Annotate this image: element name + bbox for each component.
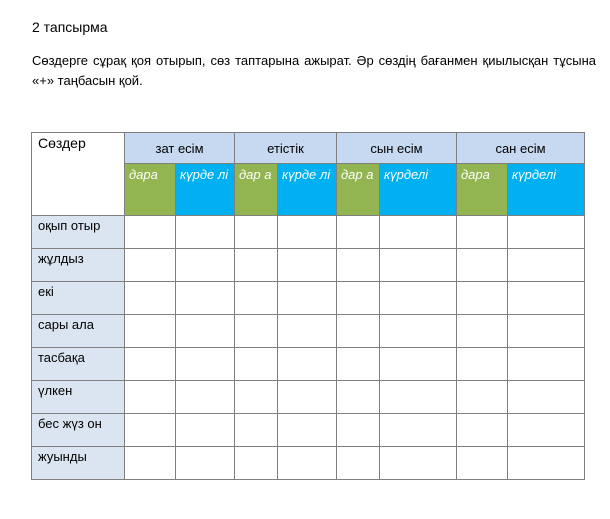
answer-cell[interactable] (508, 249, 585, 282)
answer-cell[interactable] (176, 381, 235, 414)
answer-cell[interactable] (380, 414, 457, 447)
answer-cell[interactable] (176, 216, 235, 249)
answer-cell[interactable] (508, 282, 585, 315)
answer-cell[interactable] (508, 447, 585, 480)
answer-cell[interactable] (235, 249, 278, 282)
answer-cell[interactable] (337, 348, 380, 381)
noun-simple: дара (125, 164, 176, 216)
answer-cell[interactable] (235, 447, 278, 480)
answer-cell[interactable] (508, 348, 585, 381)
answer-cell[interactable] (380, 348, 457, 381)
answer-cell[interactable] (380, 249, 457, 282)
adjective-simple: дар а (337, 164, 380, 216)
table-row (32, 447, 585, 480)
answer-cell[interactable] (457, 315, 508, 348)
table-row (32, 216, 585, 249)
answer-cell[interactable] (176, 348, 235, 381)
numeral-simple: дара (457, 164, 508, 216)
answer-cell[interactable] (176, 414, 235, 447)
words-column-header: Сөздер (32, 133, 125, 216)
answer-cell[interactable] (235, 348, 278, 381)
table-row (32, 315, 585, 348)
verb-complex: күрде лі (278, 164, 337, 216)
word-cell: екі (32, 282, 125, 315)
table-row (32, 348, 585, 381)
answer-cell[interactable] (337, 447, 380, 480)
answer-cell[interactable] (125, 348, 176, 381)
answer-cell[interactable] (176, 447, 235, 480)
answer-cell[interactable] (337, 414, 380, 447)
answer-cell[interactable] (125, 282, 176, 315)
group-noun: зат есім (125, 133, 235, 164)
answer-cell[interactable] (278, 447, 337, 480)
group-numeral: сан есім (457, 133, 585, 164)
answer-cell[interactable] (380, 216, 457, 249)
answer-cell[interactable] (235, 315, 278, 348)
table-row (32, 414, 585, 447)
word-cell: бес жүз он (32, 414, 125, 447)
group-verb: етістік (235, 133, 337, 164)
answer-cell[interactable] (457, 348, 508, 381)
answer-cell[interactable] (278, 216, 337, 249)
noun-complex: күрде лі (176, 164, 235, 216)
answer-cell[interactable] (176, 282, 235, 315)
answer-cell[interactable] (278, 249, 337, 282)
answer-cell[interactable] (235, 381, 278, 414)
answer-cell[interactable] (380, 381, 457, 414)
answer-cell[interactable] (457, 414, 508, 447)
answer-cell[interactable] (508, 216, 585, 249)
adjective-complex: күрделі (380, 164, 457, 216)
numeral-complex: күрделі (508, 164, 585, 216)
parts-of-speech-table (31, 132, 585, 480)
answer-cell[interactable] (125, 315, 176, 348)
word-cell: үлкен (32, 381, 125, 414)
table-row (32, 282, 585, 315)
answer-cell[interactable] (235, 414, 278, 447)
answer-cell[interactable] (508, 414, 585, 447)
answer-cell[interactable] (125, 414, 176, 447)
answer-cell[interactable] (457, 282, 508, 315)
answer-cell[interactable] (508, 315, 585, 348)
answer-cell[interactable] (125, 216, 176, 249)
answer-cell[interactable] (380, 447, 457, 480)
word-cell: жұлдыз (32, 249, 125, 282)
answer-cell[interactable] (235, 216, 278, 249)
answer-cell[interactable] (278, 282, 337, 315)
verb-simple: дар а (235, 164, 278, 216)
answer-cell[interactable] (457, 447, 508, 480)
answer-cell[interactable] (508, 381, 585, 414)
task-instruction: Сөздерге сұрақ қоя отырып, сөз таптарына ажырат. Әр сөздің бағанмен қиылысқан тұсына «+» таңбасын қой. (32, 53, 596, 88)
word-cell: сары ала (32, 315, 125, 348)
answer-cell[interactable] (337, 216, 380, 249)
answer-cell[interactable] (125, 447, 176, 480)
answer-cell[interactable] (176, 315, 235, 348)
answer-cell[interactable] (337, 249, 380, 282)
answer-cell[interactable] (278, 315, 337, 348)
answer-cell[interactable] (278, 414, 337, 447)
answer-cell[interactable] (380, 282, 457, 315)
answer-cell[interactable] (125, 381, 176, 414)
answer-cell[interactable] (278, 348, 337, 381)
answer-cell[interactable] (176, 249, 235, 282)
table-row (32, 381, 585, 414)
task-title: 2 тапсырма (32, 19, 108, 35)
answer-cell[interactable] (457, 249, 508, 282)
word-cell: тасбақа (32, 348, 125, 381)
answer-cell[interactable] (337, 315, 380, 348)
answer-cell[interactable] (457, 381, 508, 414)
answer-cell[interactable] (457, 216, 508, 249)
word-cell: жуынды (32, 447, 125, 480)
group-adjective: сын есім (337, 133, 457, 164)
answer-cell[interactable] (337, 381, 380, 414)
answer-cell[interactable] (125, 249, 176, 282)
answer-cell[interactable] (337, 282, 380, 315)
table-row (32, 249, 585, 282)
answer-cell[interactable] (278, 381, 337, 414)
answer-cell[interactable] (235, 282, 278, 315)
answer-cell[interactable] (380, 315, 457, 348)
word-cell: оқып отыр (32, 216, 125, 249)
